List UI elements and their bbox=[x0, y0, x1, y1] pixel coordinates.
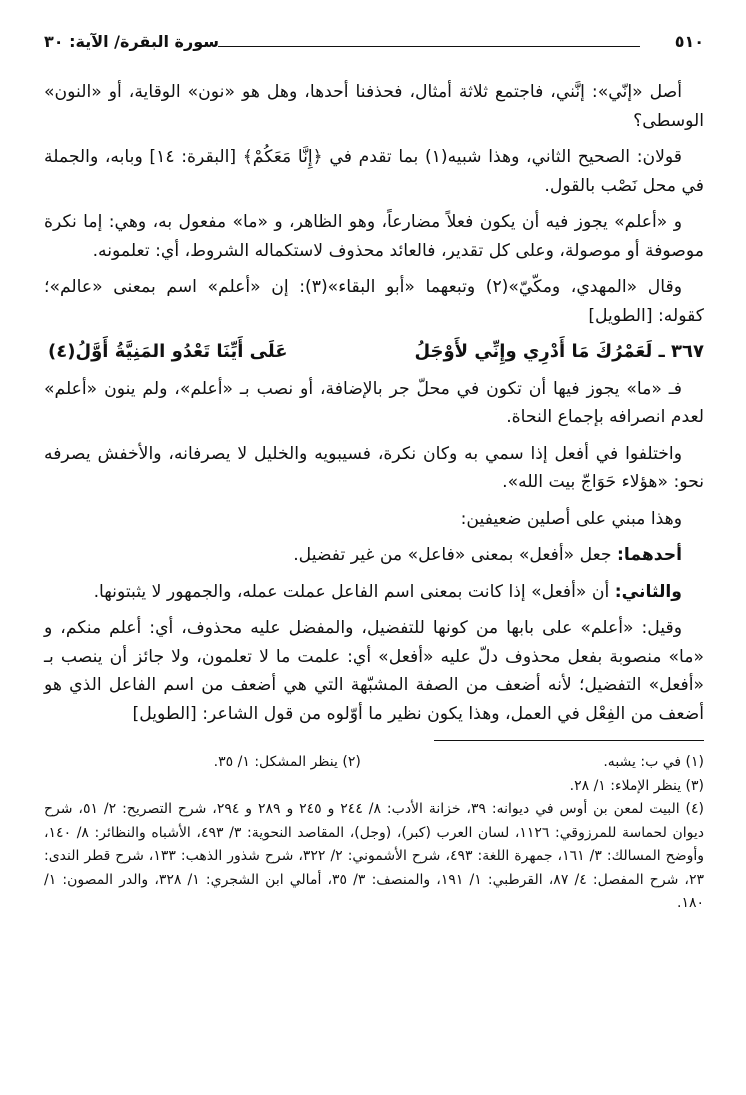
paragraph: قولان: الصحيح الثاني، وهذا شبيه(١) بما تقدم في ﴿إِنَّا مَعَكُمْ﴾ [البقرة: ١٤] وبابه، والجملة في محل نَصْب بالقول. bbox=[44, 147, 704, 196]
footnote-rule bbox=[434, 740, 704, 741]
second-point bbox=[44, 578, 704, 607]
first-point bbox=[44, 541, 704, 570]
page-number: ٥١٠ bbox=[674, 32, 704, 51]
second-point-label: والثاني: bbox=[614, 581, 682, 602]
main-text bbox=[44, 78, 704, 728]
footnote-row bbox=[44, 751, 704, 775]
first-point-text: جعل «أفعل» بمعنى «فاعل» من غير تفضيل. bbox=[293, 545, 618, 565]
verse-number: ٣٦٧ ـ bbox=[658, 341, 704, 362]
paragraph: و «أعلم» يجوز فيه أن يكون فعلاً مضارعاً، وهو الظاهر، و «ما» مفعول به، وهي: إما نكرة موصوفة أو موصولة، وعلى كل تقدير، فالعائد محذوف لاستكماله الشروط، أي: تعلمونه. bbox=[44, 212, 704, 261]
paragraph: أصل «إنّي»: إنَّني، فاجتمع ثلاثة أمثال، فحذفنا أحدها، وهل هو «نون» الوقاية، أو «النون» الوسطى؟ bbox=[44, 82, 704, 131]
footnote-4: (٤) البيت لمعن بن أوس في ديوانه: ٣٩، خزانة الأدب: ٨/ ٢٤٤ و ٢٤٥ و ٢٨٩ و ٢٩٤، شرح التصريح: ٢/ ٥١، شرح ديوان لحماسة للمرزوقي: ١١٢٦، لسان العرب (كبر)، (وجل)، المقاصد النحوية: ٣/ ٤٩٣، الأشباه والنظائر: ٨/ ١٤٠، وأوضح المسالك: ٣/ ١٦١، جمهرة اللغة: ٤٩٣، شرح الأشموني: ٢/ ٣٢٢، شرح شذور الذهب: ١٣٣، شرح قطر الندى: ٢٣، شرح المفصل: ٤/ ٨٧، القرطبي: ١/ ١٩١، والمنصف: ٣/ ٣٥، أمالي ابن الشجري: ١/ ٣٢٨، والدر المصون: ١/ ١٨٠. bbox=[44, 801, 705, 911]
second-point-text: أن «أفعل» إذا كانت بمعنى اسم الفاعل عملت عمله، والجمهور لا يثبتونها. bbox=[93, 581, 615, 602]
sura-reference: سورة البقرة/ الآية: ٣٠ bbox=[44, 32, 219, 51]
paragraph: وهذا مبني على أصلين ضعيفين: bbox=[460, 508, 682, 529]
poetry-verse bbox=[44, 338, 704, 367]
paragraph: وقال «المهدي، ومكّيّ»(٢) وتبعهما «أبو البقاء»(٣): إن «أعلم» اسم بمعنى «عالم»؛ كقوله: [الطويل] bbox=[44, 277, 704, 326]
footnotes bbox=[44, 751, 704, 916]
footnote-3: (٣) ينظر الإملاء: ١/ ٢٨. bbox=[569, 777, 704, 794]
verse-first-text: لَعَمْرُكَ مَا أَدْرِي وإِنِّي لأَوْجَلُ bbox=[414, 341, 653, 362]
verse-second-hemistich: عَلَى أَيِّنَا تَعْدُو المَنِيَّةُ أَوَّلُ(٤) bbox=[48, 341, 288, 362]
first-point-label: أحدهما: bbox=[617, 545, 682, 565]
verse-first-hemistich bbox=[414, 338, 704, 367]
paragraph: وقيل: «أعلم» على بابها من كونها للتفضيل، والمفضل عليه محذوف، أي: أعلم منكم، و «ما» منصوبة بفعل محذوف دلّ عليه «أفعل» أي: علمت ما لا تعلمون، ولا جائز أن ينصب بـ «أفعل» التفضيل؛ لأنه أضعف من الصفة المشبّهة التي هي أضعف من اسم الفاعل الذي هو أضعف من الفِعْل في العمل، وهذا يكون نظير ما أوّلوه من قول الشاعر: [الطويل] bbox=[44, 618, 704, 724]
header-rule bbox=[218, 46, 640, 47]
paragraph: واختلفوا في أفعل إذا سمي به وكان نكرة، فسيبويه والخليل لا يصرفانه، والأخفش يصرفه نحو: «هؤلاء حَوَاجّ بيت الله». bbox=[44, 443, 704, 492]
footnote-2: (٢) ينظر المشكل: ١/ ٣٥. bbox=[213, 754, 361, 770]
running-header bbox=[44, 22, 704, 50]
paragraph: فـ «ما» يجوز فيها أن تكون في محلّ جر بالإضافة، أو نصب بـ «أعلم»، ولم ينون «أعلم» لعدم انصرافه بإجماع النحاة. bbox=[44, 378, 704, 427]
footnote-1: (١) في ب: يشبه. bbox=[603, 754, 704, 770]
